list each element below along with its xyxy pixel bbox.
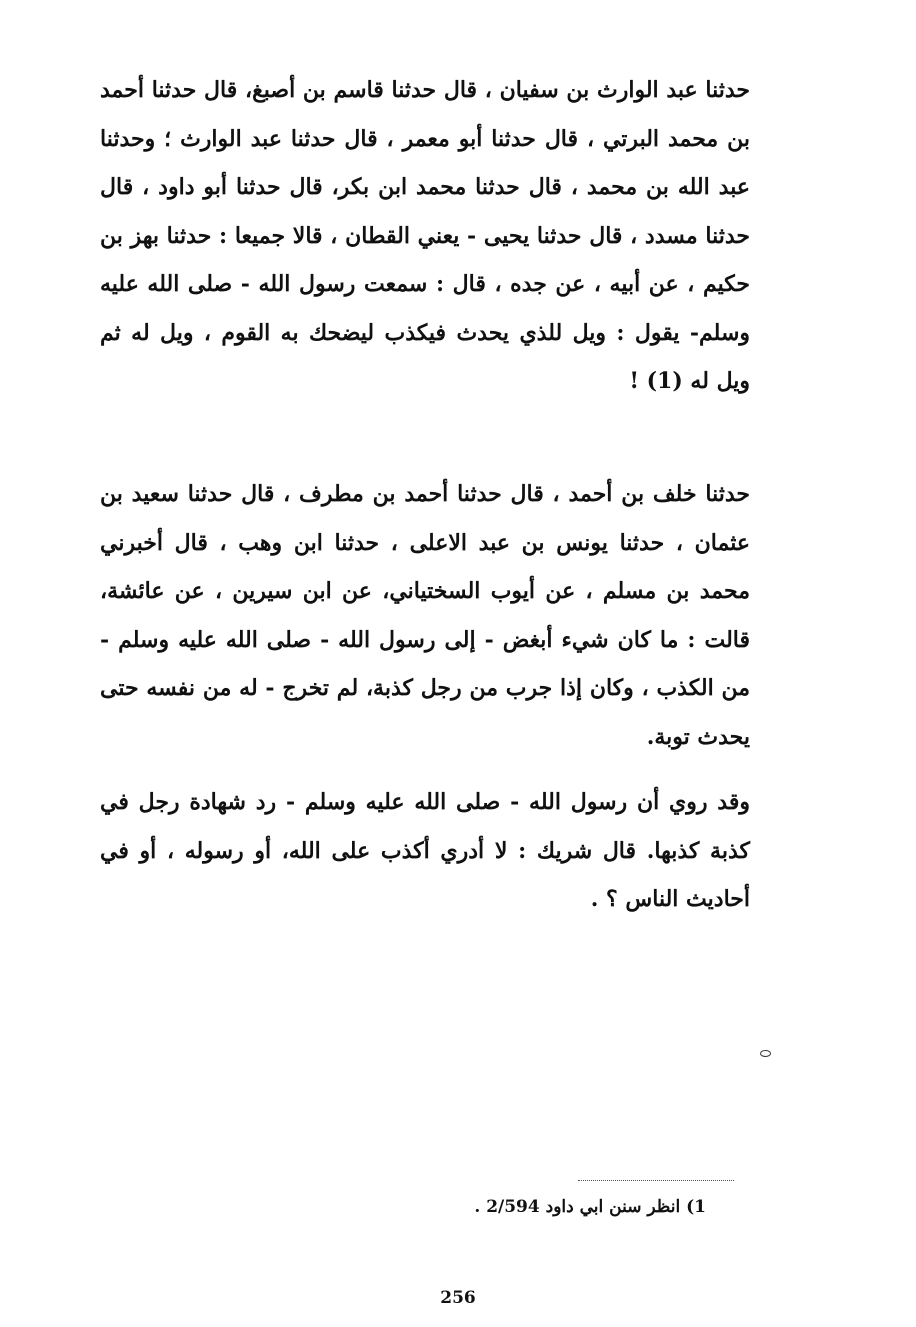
paragraph-hadith-3: وقد روي أن رسول الله - صلى الله عليه وسلم - رد شهادة رجل في كذبة كذبها. قال شريك : لا أدري أكذب على الله، أو رسوله ، أو في أحاديث الناس ؟ . <box>100 789 750 912</box>
paragraph-hadith-1: حدثنا عبد الوارث بن سفيان ، قال حدثنا قاسم بن أصبغ، قال حدثنا أحمد بن محمد البرتي ، قال حدثنا أبو معمر ، قال حدثنا عبد الوارث ؛ وحدثنا عبد الله بن محمد ، قال حدثنا محمد ابن بكر، قال حدثنا أبو داود ، قال حدثنا مسدد ، قال حدثنا يحيى - يعني القطان ، قالا جميعا : حدثنا بهز بن حكيم ، عن أبيه ، عن جده ، قال : سمعت رسول الله - صلى الله عليه وسلم- يقول : ويل للذي يحدث فيكذب ليضحك به القوم ، ويل له ثم ويل له (1) ! <box>100 77 750 394</box>
page-number: 256 <box>440 1288 476 1308</box>
margin-mark-icon <box>760 1050 771 1057</box>
footnote-divider <box>578 1180 734 1181</box>
paragraph-hadith-2: حدثنا خلف بن أحمد ، قال حدثنا أحمد بن مطرف ، قال حدثنا سعيد بن عثمان ، حدثنا يونس بن عبد الاعلى ، حدثنا ابن وهب ، قال أخبرني محمد بن مسلم ، عن أيوب السختياني، عن ابن سيرين ، عن عائشة، قالت : ما كان شيء أبغض - إلى رسول الله - صلى الله عليه وسلم - من الكذب ، وكان إذا جرب من رجل كذبة، لم تخرج - له من نفسه حتى يحدث توبة. <box>100 481 750 750</box>
footnote: 1) انظر سنن ابي داود 2/594 . <box>474 1197 706 1217</box>
